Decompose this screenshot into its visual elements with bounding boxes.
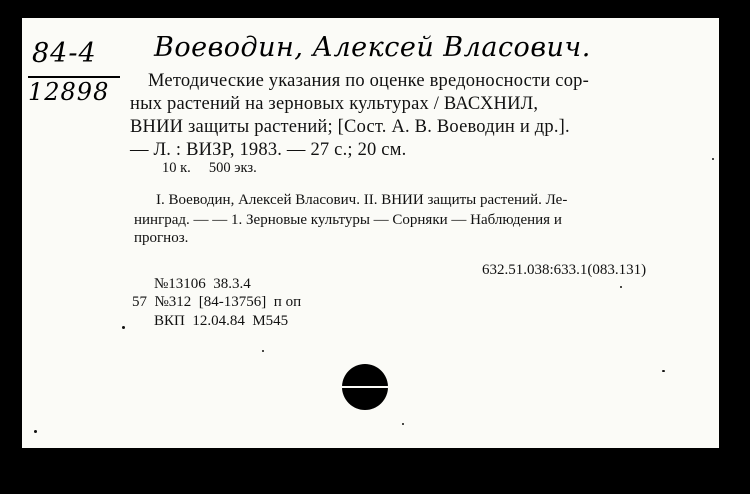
handwritten-author: Воеводин, Алексей Власович. xyxy=(154,32,591,63)
registry-line-1: №13106 38.3.4 xyxy=(154,276,251,292)
description-line-1: Методические указания по оценке вредоносности сор- xyxy=(148,71,589,91)
tracing-line-3: прогноз. xyxy=(134,230,189,246)
speck xyxy=(262,350,264,352)
speck xyxy=(620,286,622,288)
registry-line-2: 57 №312 [84-13756] п оп xyxy=(132,294,302,310)
registry-line-3: ВКП 12.04.84 М545 xyxy=(154,313,289,329)
description-line-4: — Л. : ВИЗР, 1983. — 27 с.; 20 см. xyxy=(130,140,407,160)
speck xyxy=(712,158,714,160)
description-line-2: ных растений на зерновых культурах / ВАСХНИЛ, xyxy=(130,94,539,114)
card-punch-hole xyxy=(342,364,388,410)
speck xyxy=(402,423,404,425)
tracing-line-1: I. Воеводин, Алексей Власович. II. ВНИИ защиты растений. Ле- xyxy=(156,192,568,208)
speck xyxy=(662,370,665,372)
speck xyxy=(34,430,37,433)
tracing-line-2: нинград. — — 1. Зерновые культуры — Сорняки — Наблюдения и xyxy=(134,212,562,228)
catalog-card xyxy=(22,18,719,448)
description-line-3: ВНИИ защиты растений; [Сост. А. В. Воеводин и др.]. xyxy=(130,117,570,137)
udc-index: 632.51.038:633.1(083.131) xyxy=(482,262,647,278)
speck xyxy=(122,326,125,329)
shelf-mark-top: 84-4 xyxy=(32,38,97,69)
price-and-print-run: 10 к. 500 экз. xyxy=(162,160,257,176)
shelf-mark-bottom: 12898 xyxy=(28,78,110,106)
